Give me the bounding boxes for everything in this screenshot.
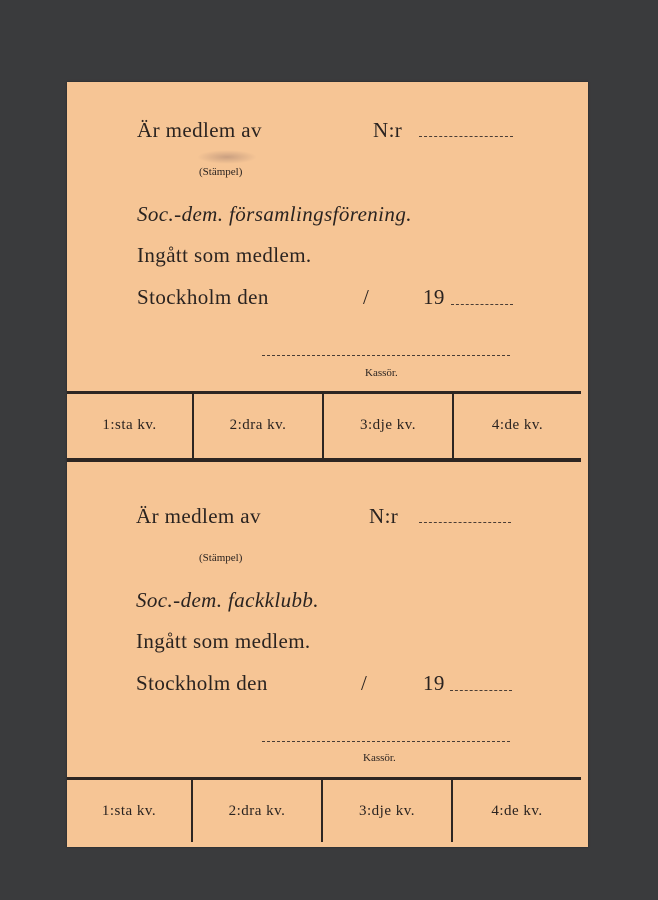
- stamp-smudge: [197, 150, 257, 164]
- quarter-4-cell: 4:de kv.: [491, 417, 544, 433]
- quarter-4-cell: 4:de kv.: [491, 803, 543, 819]
- member-of-label: Är medlem av: [136, 504, 261, 528]
- place-date-label: Stockholm den: [136, 671, 268, 695]
- number-field-line: [419, 136, 513, 137]
- date-slash: /: [361, 671, 368, 695]
- year-field-line: [451, 304, 513, 305]
- number-label: N:r: [369, 504, 399, 528]
- signature-label: Kassör.: [365, 367, 398, 379]
- membership-card: [67, 82, 588, 847]
- organization-name: Soc.-dem. församlingsförening.: [137, 202, 412, 226]
- form-divider-rule: [67, 458, 581, 462]
- year-prefix: 19: [423, 285, 445, 309]
- year-field-line: [450, 690, 512, 691]
- signature-line: [262, 741, 510, 742]
- stamp-label: (Stämpel): [199, 166, 243, 178]
- joined-label: Ingått som medlem.: [136, 629, 311, 653]
- year-prefix: 19: [423, 671, 445, 695]
- organization-name: Soc.-dem. fackklubb.: [136, 588, 319, 612]
- quarter-2-cell: 2:dra kv.: [229, 417, 287, 433]
- date-slash: /: [363, 285, 370, 309]
- place-date-label: Stockholm den: [137, 285, 269, 309]
- quarter-1-cell: 1:sta kv.: [102, 417, 157, 433]
- signature-line: [262, 355, 510, 356]
- quarter-2-cell: 2:dra kv.: [228, 803, 286, 819]
- joined-label: Ingått som medlem.: [137, 243, 312, 267]
- signature-label: Kassör.: [363, 752, 396, 764]
- quarter-3-cell: 3:dje kv.: [359, 417, 417, 433]
- number-field-line: [419, 522, 511, 523]
- number-label: N:r: [373, 118, 403, 142]
- quarter-3-cell: 3:dje kv.: [358, 803, 416, 819]
- quarter-1-cell: 1:sta kv.: [101, 803, 157, 819]
- member-of-label: Är medlem av: [137, 118, 262, 142]
- stamp-label: (Stämpel): [199, 552, 243, 564]
